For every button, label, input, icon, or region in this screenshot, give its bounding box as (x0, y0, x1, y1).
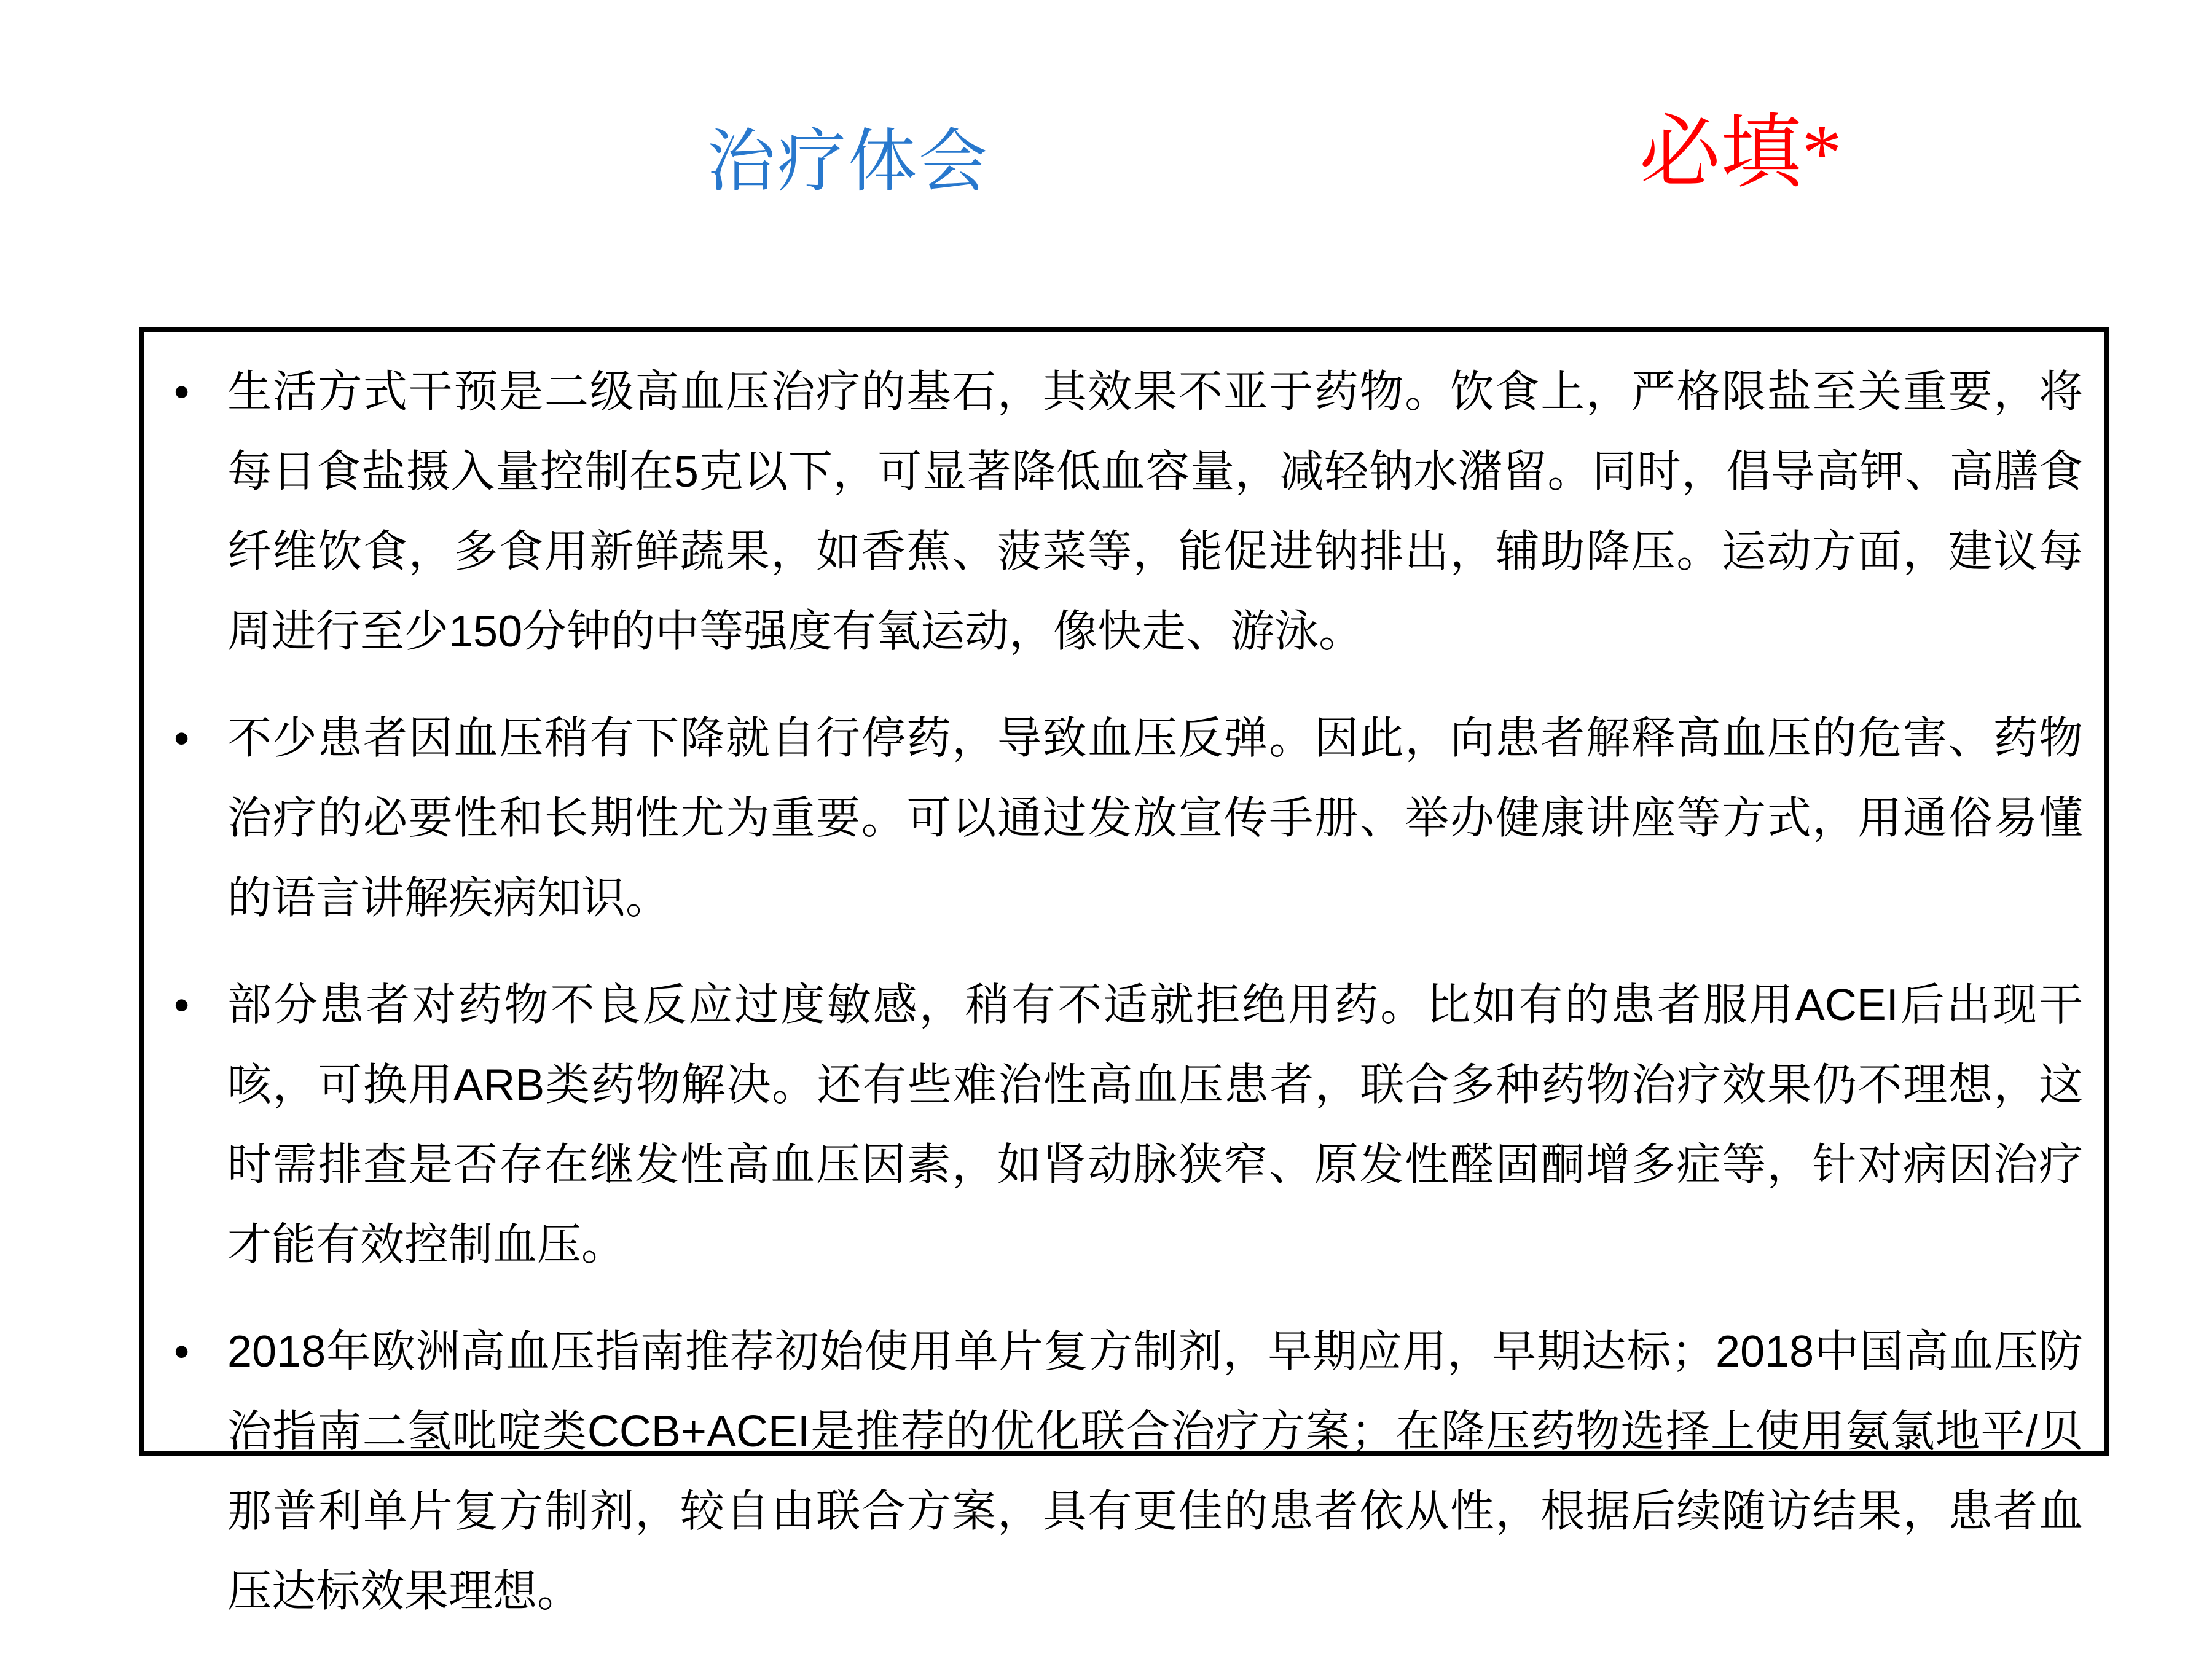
bullet-icon: • (174, 367, 190, 417)
bullet-list (144, 352, 2083, 1631)
bullet-icon: • (174, 1327, 190, 1376)
bullet-text: 生活方式干预是二级高血压治疗的基石，其效果不亚于药物。饮食上，严格限盐至关重要，将每日食盐摄入量控制在5克以下，可显著降低血容量，减轻钠水潴留。同时，倡导高钾、高膳食纤维饮食，多食用新鲜蔬果，如香蕉、菠菜等，能促进钠排出，辅助降压。运动方面，建议每周进行至少150分钟的中等强度有氧运动，像快走、游泳。 (227, 367, 2083, 656)
page-title: 治疗体会 (707, 123, 989, 200)
bullet-text: 不少患者因血压稍有下降就自行停药，导致血压反弹。因此，向患者解释高血压的危害、药物治疗的必要性和长期性尤为重要。可以通过发放宣传手册、举办健康讲座等方式，用通俗易懂的语言讲解疾病知识。 (227, 714, 2083, 923)
bullet-text: 部分患者对药物不良反应过度敏感，稍有不适就拒绝用药。比如有的患者服用ACEI后出现干咳，可换用ARB类药物解决。还有些难治性高血压患者，联合多种药物治疗效果仍不理想，这时需排查是否存在继发性高血压因素，如肾动脉狭窄、原发性醛固酮增多症等，针对病因治疗才能有效控制血压。 (227, 981, 2083, 1269)
content-box (139, 327, 2109, 1616)
required-label: 必填* (1639, 108, 1842, 198)
bullet-text: 2018年欧洲高血压指南推荐初始使用单片复方制剂，早期应用，早期达标；2018中国高血压防治指南二氢吡啶类CCB+ACEI是推荐的优化联合治疗方案；在降压药物选择上使用氨氯地平/贝那普利单片复方制剂，较自由联合方案，具有更佳的患者依从性，根据后续随访结果，患者血压达标效果理想。 (227, 1327, 2083, 1616)
bullet-icon: • (174, 981, 190, 1030)
list-item (144, 1312, 2083, 1631)
list-item (144, 699, 2083, 938)
list-item (144, 352, 2083, 672)
list-item (144, 965, 2083, 1285)
bullet-icon: • (174, 714, 190, 763)
